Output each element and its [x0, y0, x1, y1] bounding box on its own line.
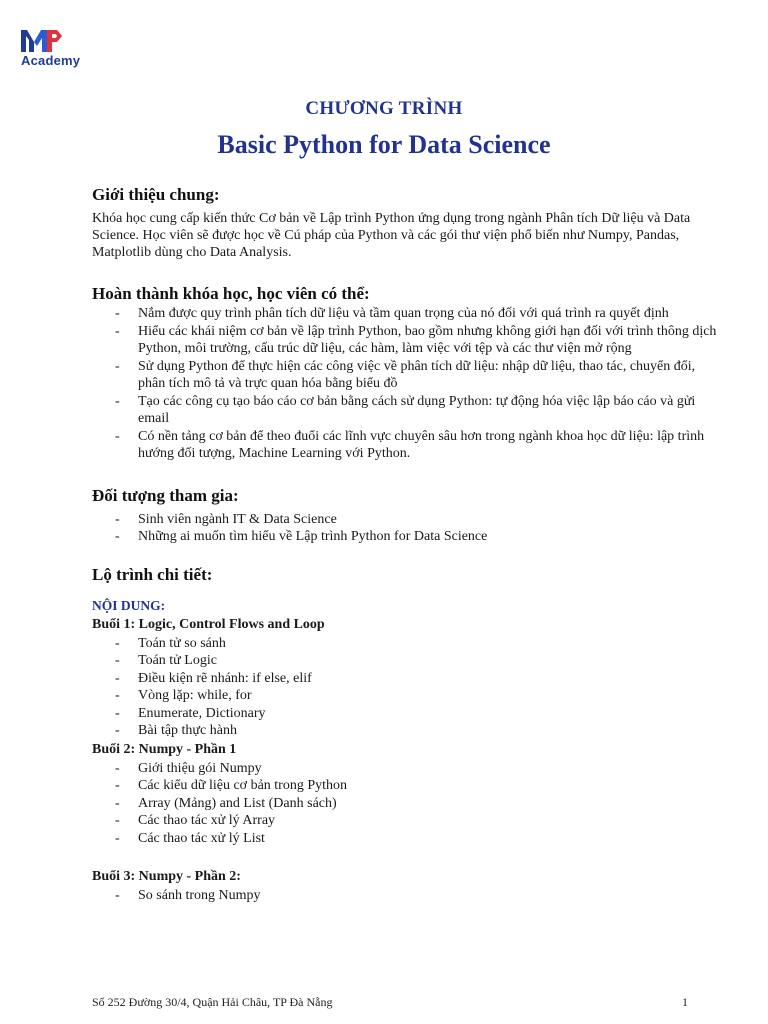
course-title: Basic Python for Data Science — [217, 130, 551, 159]
outcomes-heading: Hoàn thành khóa học, học viên có thể: — [92, 284, 370, 303]
list-item: - Các kiểu dữ liệu cơ bản trong Python — [92, 777, 722, 795]
session-title: Buổi 2: Numpy - Phần 1 — [92, 741, 237, 757]
list-item: - Sinh viên ngành IT & Data Science — [92, 511, 722, 529]
session-title: Buổi 1: Logic, Control Flows and Loop — [92, 616, 325, 632]
logo-text: Academy — [21, 53, 81, 68]
list-item: - Những ai muốn tìm hiểu về Lập trình Python for Data Science — [92, 528, 722, 546]
roadmap-heading: Lộ trình chi tiết: — [92, 564, 213, 584]
list-item: - Điều kiện rẽ nhánh: if else, elif — [92, 670, 722, 688]
document-body — [92, 184, 722, 905]
session-title: Buổi 3: Numpy - Phần 2: — [92, 869, 241, 884]
list-item: - Có nền tảng cơ bản để theo đuổi các lĩnh vực chuyên sâu hơn trong ngành khoa học dữ liệu: lập trình hướng đối tượng, Machine Learning với Python. — [92, 428, 722, 463]
list-item: - Vòng lặp: while, for — [92, 687, 722, 705]
page-number: 1 — [682, 995, 688, 1009]
audience-list — [92, 511, 722, 546]
session-2-list — [92, 760, 722, 848]
list-item: - Các thao tác xử lý Array — [92, 812, 722, 830]
program-subtitle: CHƯƠNG TRÌNH — [305, 98, 463, 119]
session-3-list — [92, 887, 722, 905]
list-item: - Giới thiệu gói Numpy — [92, 760, 722, 778]
academy-logo — [21, 28, 91, 68]
list-item: - Enumerate, Dictionary — [92, 705, 722, 723]
audience-heading: Đối tượng tham gia: — [92, 485, 239, 505]
list-item: - Nắm được quy trình phân tích dữ liệu và tầm quan trọng của nó đối với quá trình ra quyết định — [92, 305, 722, 323]
list-item: - Hiểu các khái niệm cơ bản về lập trình Python, bao gồm nhưng không giới hạn đối với trình thông dịch Python, môi trường, cấu trúc dữ liệu, các hàm, làm việc với tệp và các thư viện mở rộng — [92, 323, 722, 358]
list-item: - Array (Mảng) and List (Danh sách) — [92, 795, 722, 813]
list-item: - Sử dụng Python để thực hiện các công việc về phân tích dữ liệu: nhập dữ liệu, thao tác, chuyển đổi, phân tích mô tả và trực quan hóa bằng biểu đồ — [92, 358, 722, 393]
list-item: - Các thao tác xử lý List — [92, 830, 722, 848]
session-1-list — [92, 635, 722, 740]
list-item: - Tạo các công cụ tạo báo cáo cơ bản bằng cách sử dụng Python: tự động hóa việc lập báo cáo và gửi email — [92, 393, 722, 428]
mp-logo-icon — [21, 28, 63, 52]
list-item: - So sánh trong Numpy — [92, 887, 722, 905]
intro-text: Khóa học cung cấp kiến thức Cơ bản về Lập trình Python ứng dụng trong ngành Phân tích Dữ liệu và Data Science. Học viên sẽ được học về Cú pháp của Python và các gói thư viện phổ biến như Numpy, Pandas, Matplotlib dùng cho Data Analysis. — [92, 211, 691, 260]
intro-heading: Giới thiệu chung: — [92, 185, 220, 204]
content-label: NỘI DUNG: — [92, 597, 166, 613]
list-item: - Toán tử Logic — [92, 652, 722, 670]
list-item: - Toán tử so sánh — [92, 635, 722, 653]
list-item: - Bài tập thực hành — [92, 722, 722, 740]
footer-address: Số 252 Đường 30/4, Quận Hải Châu, TP Đà Nẵng — [92, 995, 333, 1009]
outcomes-list — [92, 305, 722, 463]
